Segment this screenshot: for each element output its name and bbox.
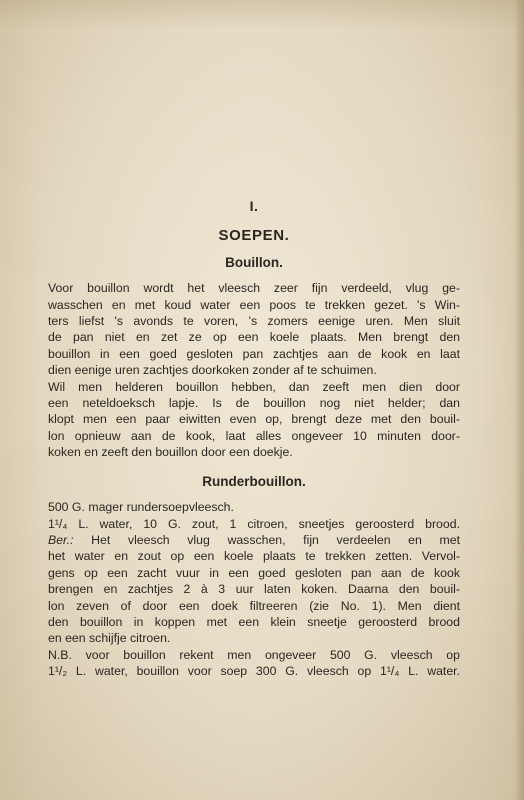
text-line: 500 G. mager rundersoepvleesch.: [48, 500, 234, 515]
text-line: 1¹/₄ L. water, 10 G. zout, 1 citroen, sneetjes geroosterd brood.: [48, 516, 460, 531]
text-line: den bouillon in koppen met een klein sneetje geroosterd brood: [48, 614, 460, 629]
page-stain: [0, 0, 524, 30]
section-heading-bouillon: Bouillon.: [225, 254, 283, 270]
text-line: brengen en zachtjes 2 à 3 uur laten koken. Daarna den bouil-: [48, 582, 460, 597]
text-line: wasschen en met koud water een poos te trekken gezet. 's Win-: [48, 297, 460, 312]
section-text-runderbouillon: [48, 499, 460, 679]
chapter-number: I.: [249, 198, 259, 214]
text-line: lon zeven of door een doek filtreeren (zie No. 1). Men dient: [48, 598, 460, 613]
text-line: lon opnieuw aan de kook, laat alles ongeveer 10 minuten door-: [48, 428, 460, 443]
text-line: Wil men helderen bouillon hebben, dan zeeft men dien door: [48, 379, 460, 394]
text-line: Ber.: Het vleesch vlug wasschen, fijn verdeelen en met: [48, 532, 460, 547]
text-line: koken en zeeft den bouillon door een doekje.: [48, 445, 293, 460]
text-line: ters liefst 's avonds te voren, 's zomers eenige uren. Men sluit: [48, 314, 460, 329]
text-line: een neteldoeksch lapje. Is de bouillon nog niet helder; dan: [48, 396, 460, 411]
text-line: het water en zout op een koele plaats te trekken zetten. Vervol-: [48, 549, 460, 564]
text-line: de pan niet en zet ze op een koele plaats. Men brengt den: [48, 330, 460, 345]
text-line: en een schijfje citroen.: [48, 631, 171, 646]
text-line: 1¹/₂ L. water, bouillon voor soep 300 G. vleesch op 1¹/₄ L. water.: [48, 664, 460, 679]
text-line: dien eenige uren zachtjes doorkoken zonder af te schuimen.: [48, 363, 377, 378]
text-line: klopt men een paar eiwitten even op, brengt deze met den bouil-: [48, 412, 460, 427]
page-edge-shadow: [514, 0, 524, 800]
text-line: bouillon in een goed gesloten pan zachtjes aan de kook en laat: [48, 346, 460, 361]
text-line: Voor bouillon wordt het vleesch zeer fijn verdeeld, vlug ge-: [48, 281, 460, 296]
section-text-bouillon: [48, 280, 460, 460]
section-heading-runderbouillon: Runderbouillon.: [202, 473, 306, 489]
page-content: [48, 198, 460, 680]
chapter-title: SOEPEN.: [218, 227, 290, 245]
text-line: gens op een zacht vuur in een goed gesloten pan aan de kook: [48, 565, 460, 580]
text-line: N.B. voor bouillon rekent men ongeveer 500 G. vleesch op: [48, 647, 460, 662]
